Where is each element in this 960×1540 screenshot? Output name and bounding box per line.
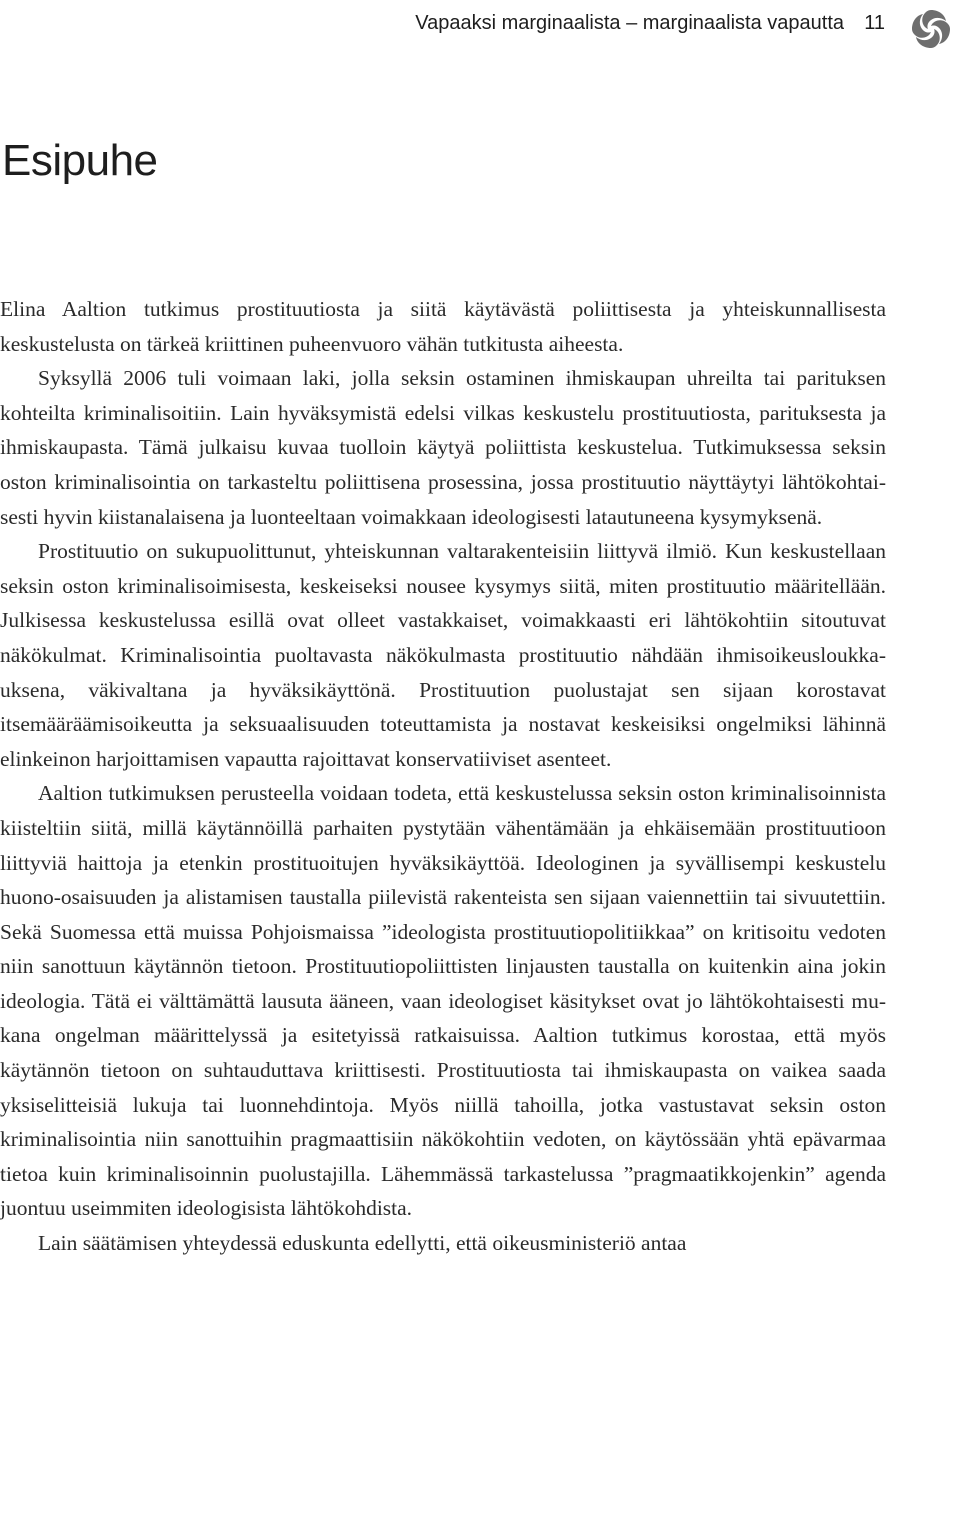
paragraph: Prostituutio on sukupuolittunut, yhteiskunnan valtarakenteisiin liittyvä ilmiö. Kun keskustellaan seksin oston kriminalisoimisesta, keskeiseksi nousee kysymys siitä, miten prostituutio määritellään. Julkisessa keskustelussa esillä ovat olleet vastakkaiset, voimakkaasti eri lähtökohtiin sitoutuvat näkökulmat. Kriminalisointia puoltavasta näkökulmasta prostituutio nähdään ihmisoikeusloukkauksena, väkivaltana ja hyväksikäyttönä. Prostituution puolustajat sen sijaan korostavat itsemääräämisoikeutta ja seksuaalisuuden toteuttamista ja nostavat keskeisiksi ongelmiksi lähinnä elinkeinon harjoittamisen vapautta rajoittavat konservatiiviset asenteet. bbox=[0, 539, 886, 771]
running-title: Vapaaksi marginaalista – marginaalista vapautta bbox=[415, 12, 844, 34]
swirl-logo-icon bbox=[908, 6, 954, 52]
chapter-title: Esipuhe bbox=[2, 136, 158, 185]
paragraph: Aaltion tutkimuksen perusteella voidaan todeta, että keskustelussa seksin oston kriminalisoinnista kiisteltiin siitä, millä käytännöillä parhaiten pystytään vähentämään ja ehkäisemään prostituutioon liittyviä haittoja ja etenkin prostituoitujen hyväksikäyttöä. Ideologinen ja syvällisempi keskustelu huono-osaisuuden ja alistamisen taustalla piilevistä rakenteista sen sijaan vaiennettiin tai sivuutettiin. Sekä Suomessa että muissa Pohjoismaissa ”ideologista prostituutiopolitiikkaa” on kritisoitu vedoten niin sanottuun käytännön tietoon. Prostituutiopoliittisten linjausten taustalla on kuitenkin aina jokin ideologia. Tätä ei välttämättä lausuta ääneen, vaan ideologiset käsitykset ovat jo lähtökohtaisesti mukana ongelman määrittelyssä ja esitetyissä ratkaisuissa. Aaltion tutkimus korostaa, että myös käytännön tietoon on suhtauduttava kriittisesti. Prostituutiosta tai ihmiskaupasta on vaikea saada yksiselitteisiä lukuja tai luonnehdintoja. Myös niillä tahoilla, jotka vastustavat seksin oston kriminalisointia niin sanottuihin pragmaattisiin näkökohtiin vedoten, on käytössään yhtä epävarmaa tietoa kuin kriminalisoinnin puolustajilla. Lähemmässä tarkastelussa ”pragmaatikkojenkin” agenda juontuu useimmiten ideologisista lähtökohdista. bbox=[0, 781, 886, 1221]
running-header bbox=[0, 8, 960, 38]
paragraph: Elina Aaltion tutkimus prostituutiosta ja siitä käytävästä poliittisesta ja yhteiskunnallisesta keskustelusta on tärkeä kriittinen puheenvuoro vähän tutkitusta aiheesta. bbox=[0, 297, 886, 356]
paragraph: Syksyllä 2006 tuli voimaan laki, jolla seksin ostaminen ihmiskaupan uhreilta tai parituksen kohteilta kriminalisoitiin. Lain hyväksymistä edelsi vilkas keskustelu prostituutiosta, parituksesta ja ihmiskaupasta. Tämä julkaisu kuvaa tuolloin käytyä poliittista keskustelua. Tutkimuksessa seksin oston kriminalisointia on tarkasteltu poliittisena prosessina, jossa prostituutio näyttäytyi lähtökohtaisesti hyvin kiistanalaisena ja luonteeltaan voimakkaan ideologisesti latautuneena kysymyksenä. bbox=[0, 366, 886, 529]
body-text bbox=[0, 292, 886, 1261]
page-number: 11 bbox=[864, 12, 885, 34]
paragraph: Lain säätämisen yhteydessä eduskunta edellytti, että oikeusministeriö antaa bbox=[38, 1231, 687, 1256]
